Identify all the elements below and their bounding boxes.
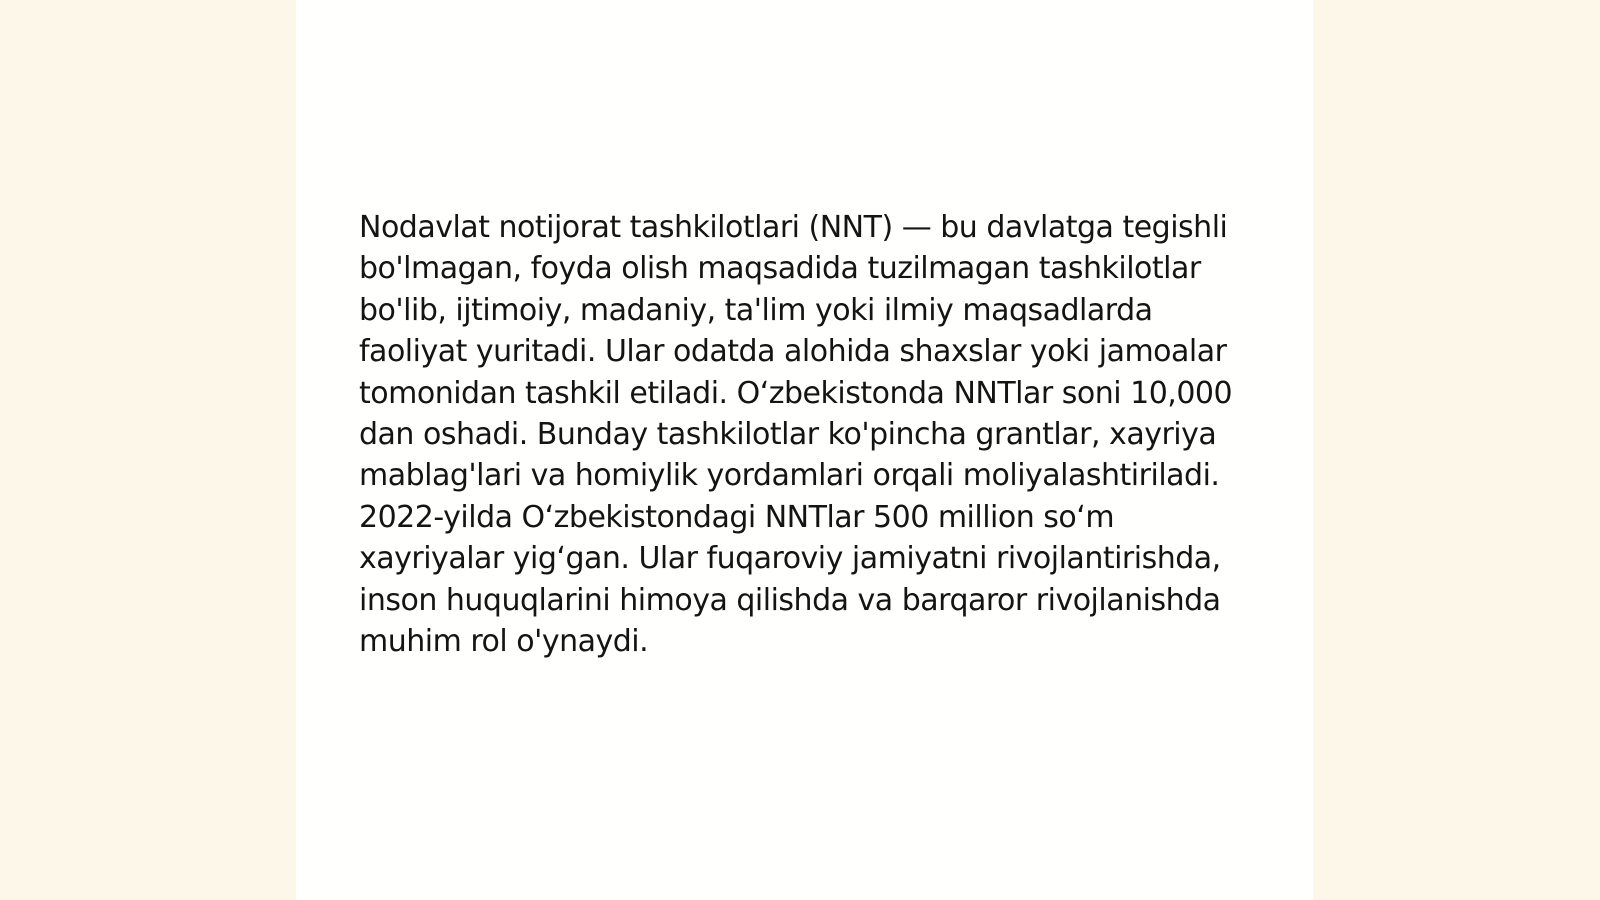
body-paragraph: Nodavlat notijorat tashkilotlari (NNT) — bu davlatga tegishli bo'lmagan, foyda olish maqsadida tuzilmagan tashkilotlar bo'lib, ijtimoiy, madaniy, ta'lim yoki ilmiy maqsadlarda faoliyat yuritadi. Ular odatda alohida shaxslar yoki jamoalar tomonidan tashkil etiladi. Oʻzbekistonda NNTlar soni 10,000 dan oshadi. Bunday tashkilotlar ko'pincha grantlar, xayriya mablag'lari va homiylik yordamlari orqali moliyalashtiriladi. 2022-yilda Oʻzbekistondagi NNTlar 500 million soʻm xayriyalar yigʻgan. Ular fuqaroviy jamiyatni rivojlantirishda, inson huquqlarini himoya qilishda va barqaror rivojlanishda muhim rol o'ynaydi. — [359, 210, 1233, 660]
left-margin — [0, 0, 296, 900]
document-page — [296, 0, 1313, 900]
right-margin — [1313, 0, 1600, 900]
